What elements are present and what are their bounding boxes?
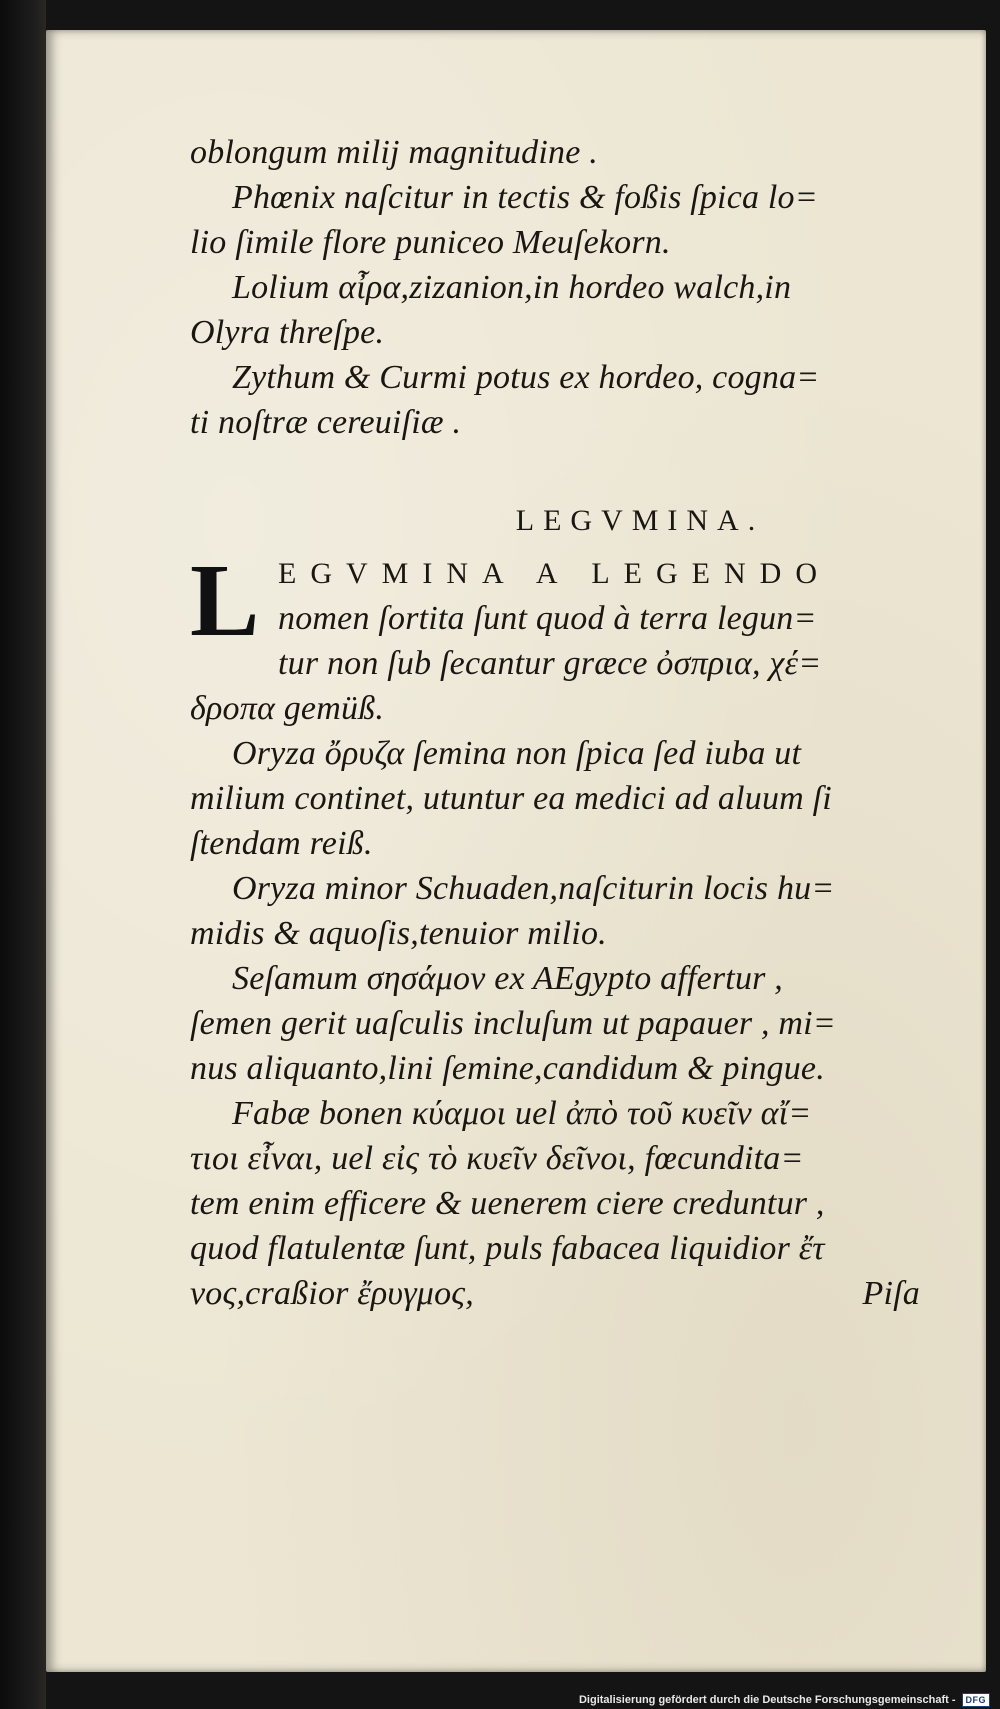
text-line: oblongum milij magnitudine . — [190, 134, 598, 171]
digitization-footer — [579, 1693, 990, 1707]
text-line-caps: EGVMINA A LEGENDO — [278, 557, 831, 590]
text-line: tur non ſub ſecantur græce ὀσπρια, χέ= — [278, 645, 822, 682]
text-line: Olyra threſpe. — [190, 314, 385, 351]
dfg-logo-icon: DFG — [962, 1693, 991, 1707]
footer-text: Digitalisierung gefördert durch die Deutsche Forschungsgemeinschaft - — [578, 1694, 956, 1706]
text-line: δροπα gemüß. — [190, 690, 385, 727]
text-line: Seſamum σησάμον ex AEgypto affertur , — [232, 960, 783, 997]
catchword: Piſa — [862, 1275, 920, 1312]
text-line: tem enim efficere & uenerem ciere creduntur , — [190, 1185, 825, 1222]
text-line: ti noſtræ cereuiſiæ . — [190, 404, 462, 441]
text-line: nus aliquanto,lini ſemine,candidum & pingue. — [190, 1050, 825, 1087]
text-line-last — [190, 1271, 920, 1316]
drop-cap-paragraph — [190, 543, 920, 731]
last-line-text: νος,craßior ἔρυγμος, — [190, 1275, 474, 1312]
page-text — [190, 130, 920, 1316]
text-line: midis & aquoſis,tenuior milio. — [190, 915, 607, 952]
scan-background — [0, 0, 46, 1709]
text-line: Phœnix naſcitur in tectis & foßis ſpica lo= — [232, 179, 818, 216]
text-line: nomen ſortita ſunt quod à terra legun= — [278, 600, 817, 637]
text-line: quod flatulentæ ſunt, puls fabacea liquidior ἔτ — [190, 1230, 825, 1267]
section-heading: LEGVMINA. — [515, 504, 765, 537]
text-line: ſemen gerit uaſculis incluſum ut papauer , mi= — [190, 1005, 836, 1042]
text-line: Lolium αἶρα,zizanion,in hordeo walch,in — [232, 269, 792, 306]
text-line: milium continet, utuntur ea medici ad aluum ſi — [190, 780, 832, 817]
text-line: τιοι εἶναι, uel εἰς τὸ κυεῖν δεῖνοι, fœcundita= — [190, 1140, 804, 1177]
text-line: ſtendam reiß. — [190, 825, 373, 862]
text-line: Fabæ bonen κύαμοι uel ἀπὸ τοῦ κυεῖν αἴ= — [232, 1095, 812, 1132]
text-line: Oryza minor Schuaden,naſciturin locis hu= — [232, 870, 835, 907]
drop-cap: L — [190, 543, 260, 658]
text-line: Oryza ὄρυζα ſemina non ſpica ſed iuba ut — [232, 735, 802, 772]
text-line: lio ſimile flore puniceo Meuſekorn. — [190, 224, 671, 261]
text-line: Zythum & Curmi potus ex hordeo, cogna= — [232, 359, 820, 396]
